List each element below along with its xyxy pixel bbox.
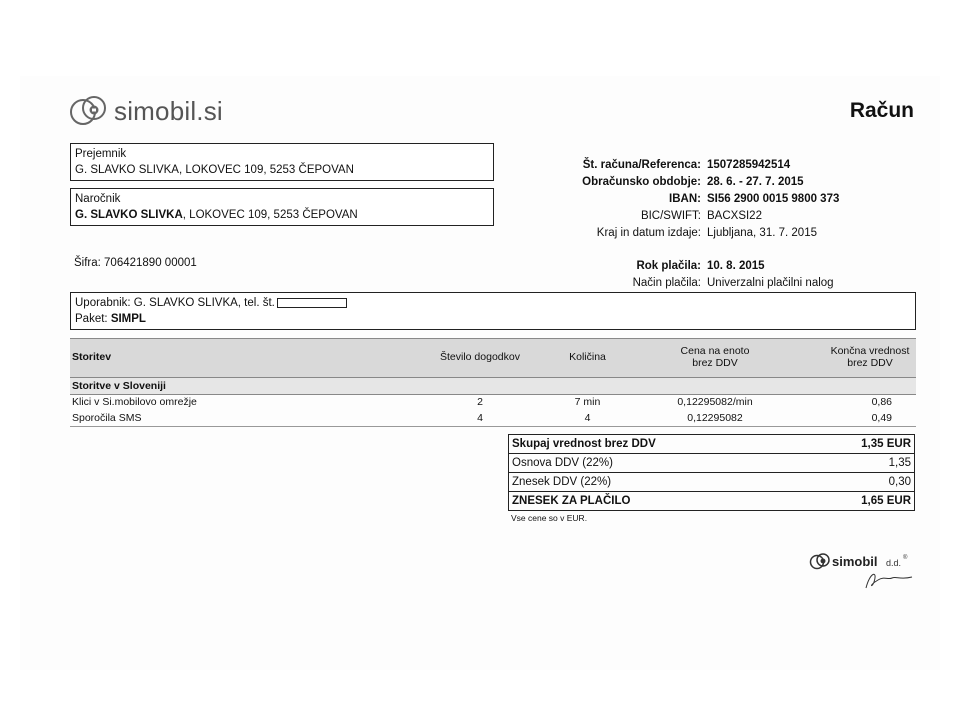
- totals-label: Znesek DDV (22%): [509, 473, 804, 492]
- row-final: 0,49: [871, 412, 892, 424]
- simobil-logo-icon: [70, 94, 110, 128]
- invoice-key: IBAN:: [669, 193, 701, 205]
- invoice-row: [520, 174, 839, 191]
- spacer: [520, 242, 839, 258]
- invoice-key: Kraj in datum izdaje:: [596, 227, 701, 239]
- invoice-row: [520, 225, 839, 242]
- header-unit-price: [655, 345, 775, 369]
- totals-value: 1,35: [804, 454, 915, 473]
- logo-text: simobil.si: [114, 95, 223, 126]
- section-label: Storitve v Sloveniji: [72, 380, 166, 392]
- payment-key: Rok plačila:: [636, 260, 701, 272]
- package-line: [75, 311, 911, 327]
- stamp-suffix: d.d.: [886, 558, 902, 568]
- invoice-key: Obračunsko obdobje:: [582, 176, 701, 188]
- payment-value: 10. 8. 2015: [707, 260, 765, 272]
- invoice-key: Št. računa/Referenca:: [582, 159, 701, 171]
- row-events: 2: [477, 396, 483, 408]
- recipient-label: Prejemnik: [75, 148, 127, 160]
- invoice-row: [520, 191, 839, 208]
- company-stamp: [808, 550, 918, 592]
- section-header: [70, 377, 916, 395]
- header-final: [815, 345, 925, 369]
- header-quantity: Količina: [569, 351, 606, 363]
- header-events: Število dogodkov: [440, 351, 520, 363]
- row-final: 0,86: [871, 396, 892, 408]
- invoice-key: BIC/SWIFT:: [640, 210, 701, 222]
- stamp-reg: ®: [903, 555, 908, 561]
- payment-key: Način plačila:: [632, 277, 701, 289]
- row-unit-price: 0,12295082: [687, 412, 743, 424]
- orderer-address: , LOKOVEC 109, 5253 ČEPOVAN: [182, 209, 358, 221]
- row-quantity: 7 min: [574, 396, 601, 408]
- payment-row: [520, 258, 839, 275]
- signature-icon: [866, 574, 912, 588]
- row-events: 4: [477, 412, 483, 424]
- package-label: Paket:: [75, 313, 111, 325]
- simobil-logo: [70, 94, 223, 128]
- totals-row: [509, 454, 915, 473]
- totals-label: Osnova DDV (22%): [509, 454, 804, 473]
- totals-value: 0,30: [804, 473, 915, 492]
- invoice-row: [520, 208, 839, 225]
- totals-table: [508, 434, 915, 511]
- invoice-value: Ljubljana, 31. 7. 2015: [707, 227, 817, 239]
- user-line: [75, 295, 911, 311]
- payment-row: [520, 275, 839, 292]
- invoice-value: 1507285942514: [707, 159, 791, 171]
- row-service: Klici v Si.mobilovo omrežje: [72, 396, 197, 408]
- header-final-2: brez DDV: [847, 357, 893, 369]
- recipient-box: [70, 143, 494, 181]
- table-header: [70, 338, 916, 377]
- row-unit-price: 0,12295082/min: [677, 396, 753, 408]
- table-row: [70, 410, 916, 427]
- orderer-box: [70, 188, 494, 226]
- recipient-value: G. SLAVKO SLIVKA, LOKOVEC 109, 5253 ČEPOVAN: [75, 164, 354, 176]
- table-row: [70, 394, 916, 410]
- header-unit-price-2: brez DDV: [692, 357, 738, 369]
- totals-row: [509, 473, 915, 492]
- totals-label: Skupaj vrednost brez DDV: [509, 435, 804, 454]
- invoice-value: BACXSI22: [707, 210, 762, 222]
- totals-label: ZNESEK ZA PLAČILO: [512, 495, 631, 507]
- package-value: SIMPL: [110, 313, 146, 325]
- invoice-row: [520, 157, 839, 174]
- user-box: [70, 292, 916, 330]
- totals-value: 1,35 EUR: [804, 435, 915, 454]
- header-unit-price-1: Cena na enoto: [680, 345, 750, 357]
- redacted-phone-field: [277, 298, 347, 308]
- invoice-value: SI56 2900 0015 9800 373: [707, 193, 840, 205]
- orderer-value: [75, 207, 489, 223]
- row-service: Sporočila SMS: [72, 412, 142, 424]
- totals-value: 1,65 EUR: [861, 495, 911, 507]
- payment-value: Univerzalni plačilni nalog: [707, 277, 834, 289]
- user-label: Uporabnik: G. SLAVKO SLIVKA, tel. št.: [75, 297, 275, 309]
- totals-row: [509, 435, 915, 454]
- stamp-graphic: [808, 550, 918, 592]
- totals-row: [509, 492, 915, 511]
- header-final-1: Končna vrednost: [830, 345, 910, 357]
- orderer-name: G. SLAVKO SLIVKA: [75, 209, 183, 221]
- invoice-details: [520, 157, 839, 292]
- header-service: Storitev: [72, 351, 112, 363]
- currency-note: Vse cene so v EUR.: [511, 513, 588, 523]
- customer-code: Šifra: 706421890 00001: [74, 257, 197, 269]
- row-quantity: 4: [584, 412, 591, 424]
- invoice-value: 28. 6. - 27. 7. 2015: [707, 176, 804, 188]
- stamp-brand: simobil: [832, 554, 878, 569]
- orderer-label: Naročnik: [75, 193, 121, 205]
- document-title: Račun: [849, 99, 914, 122]
